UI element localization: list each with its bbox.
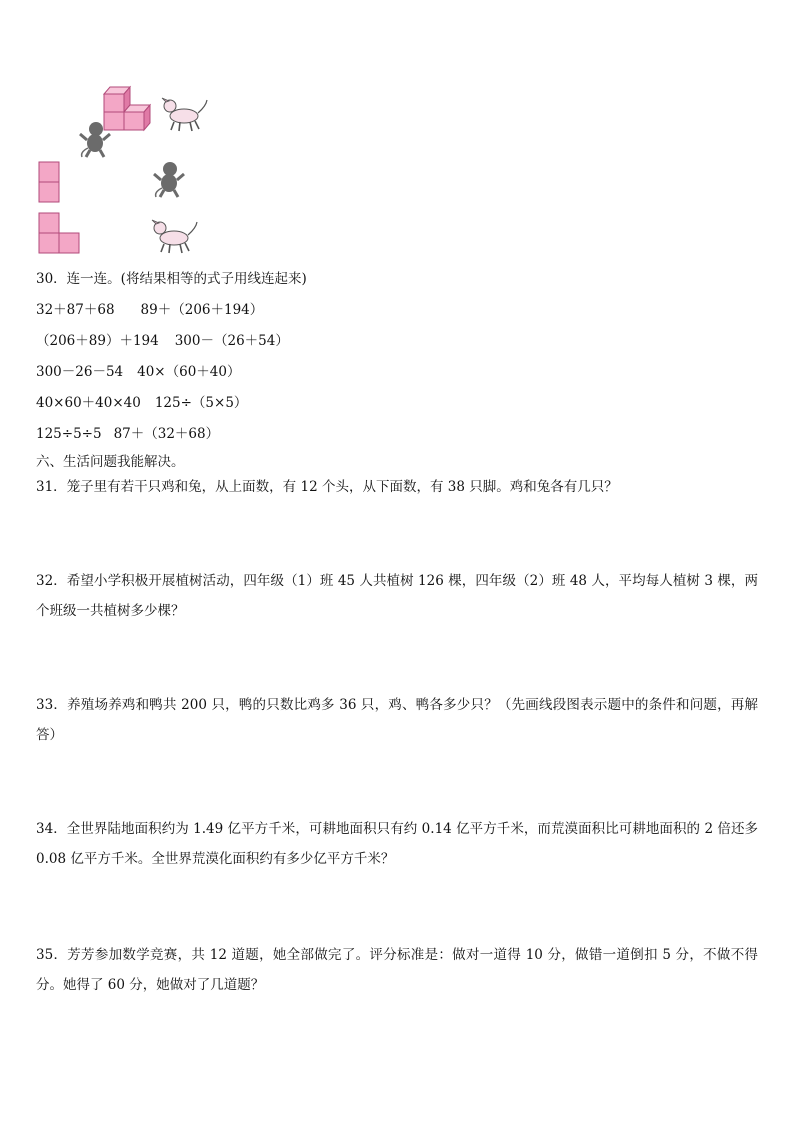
l-shape-view-icon xyxy=(38,212,84,258)
q30-row-1 xyxy=(36,301,263,319)
monkey-icon xyxy=(78,120,112,158)
dog-icon xyxy=(160,96,210,134)
q30-row-3 xyxy=(36,363,240,381)
q30-row-5 xyxy=(36,425,219,443)
q30-right-expression: 87＋（32＋68） xyxy=(113,426,220,442)
q30-right-expression: 89＋（206＋194） xyxy=(140,302,264,318)
q30-title: 30．连一连。(将结果相等的式子用线连起来) xyxy=(36,271,307,287)
q30-right-expression: 40×（60＋40） xyxy=(137,364,241,380)
question-number: 33． xyxy=(36,697,68,713)
q30-row-2 xyxy=(36,332,289,350)
q30-left-expression: 300－26－54 xyxy=(36,364,124,380)
question-35 xyxy=(36,940,758,1000)
question-text: 希望小学积极开展植树活动，四年级（1）班 45 人共植树 126 棵，四年级（2）班 48 人，平均每人植树 3 棵，两个班级一共植树多少棵？ xyxy=(36,573,758,619)
q30-left-expression: 40×60＋40×40 xyxy=(36,395,141,411)
q30-left-expression: （206＋89）＋194 xyxy=(36,333,159,349)
q30-right-expression: 125÷（5×5） xyxy=(154,395,248,411)
q30-left-expression: 32＋87＋68 xyxy=(36,302,115,318)
question-number: 34． xyxy=(36,821,67,837)
question-32 xyxy=(36,566,758,626)
q30-right-expression: 300－（26＋54） xyxy=(174,333,289,349)
dog-icon xyxy=(150,218,200,256)
question-number: 31． xyxy=(36,479,67,495)
question-34 xyxy=(36,814,758,874)
q30-left-expression: 125÷5÷5 xyxy=(36,426,102,442)
question-number: 32． xyxy=(36,573,67,589)
question-text: 芳芳参加数学竞赛，共 12 道题，她全部做完了。评分标准是：做对一道得 10 分，做错一道倒扣 5 分，不做不得分。她得了 60 分，她做对了几道题？ xyxy=(36,947,758,993)
question-text: 养殖场养鸡和鸭共 200 只，鸭的只数比鸡多 36 只，鸡、鸭各多少只？（先画线段图表示题中的条件和问题，再解答） xyxy=(36,697,759,743)
two-square-view-icon xyxy=(38,161,62,207)
question-33 xyxy=(36,690,758,750)
question-31 xyxy=(36,472,758,502)
question-text: 全世界陆地面积约为 1.49 亿平方千米，可耕地面积只有约 0.14 亿平方千米，而荒漠面积比可耕地面积的 2 倍还多 0.08 亿平方千米。全世界荒漠化面积约有多少亿平方千米？ xyxy=(36,821,758,867)
monkey-icon xyxy=(152,160,186,198)
q30-row-4 xyxy=(36,394,247,412)
section-title: 六、生活问题我能解决。 xyxy=(36,454,185,470)
question-text: 笼子里有若干只鸡和兔，从上面数，有 12 个头，从下面数，有 38 只脚。鸡和兔各有几只？ xyxy=(66,479,618,495)
question-number: 35． xyxy=(36,947,68,963)
